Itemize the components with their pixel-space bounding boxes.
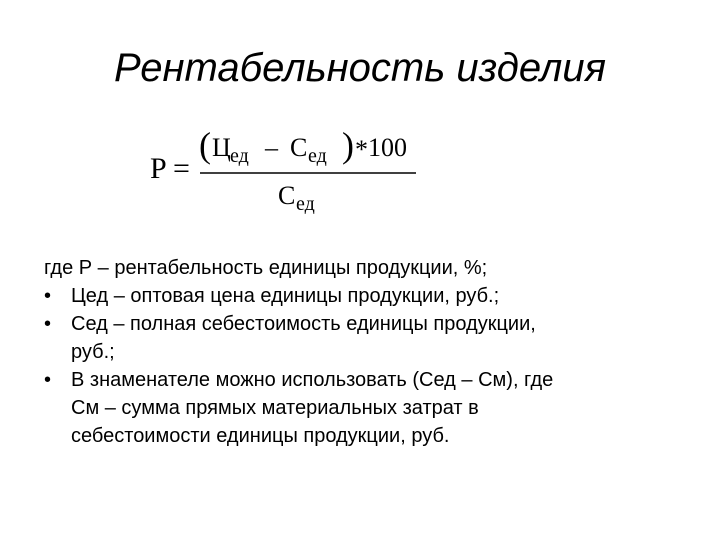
formula-price-subscript: ед bbox=[230, 145, 249, 167]
formula-equals-sign: = bbox=[173, 152, 190, 185]
definition-line: См – сумма прямых материальных затрат в bbox=[71, 397, 479, 419]
bullet-icon: • bbox=[44, 369, 52, 391]
definition-line: Цед – оптовая цена единицы продукции, руб.; bbox=[71, 285, 500, 307]
formula-denominator-subscript: ед bbox=[296, 193, 315, 215]
formula-result-variable: P bbox=[150, 152, 167, 185]
formula-cost-symbol: С bbox=[290, 133, 308, 162]
profitability-formula bbox=[0, 118, 720, 230]
definition-line: Сед – полная себестоимость единицы продукции, bbox=[71, 313, 536, 335]
definition-item-wholesale-price bbox=[44, 282, 684, 310]
formula-open-parenthesis: ( bbox=[199, 125, 211, 165]
formula-graphic bbox=[0, 118, 720, 230]
formula-factor: 100 bbox=[368, 133, 407, 162]
formula-price-symbol: Ц bbox=[212, 133, 231, 162]
formula-multiply-sign: * bbox=[355, 135, 368, 164]
definitions-intro: где Р – рентабельность единицы продукции, %; bbox=[44, 257, 488, 279]
definition-line: В знаменателе можно использовать (Сед – См), где bbox=[71, 369, 554, 391]
definitions-block bbox=[44, 254, 684, 450]
slide-title: Рентабельность изделия bbox=[114, 46, 606, 90]
bullet-icon: • bbox=[44, 313, 52, 335]
definition-line: руб.; bbox=[71, 341, 115, 363]
formula-denominator-symbol: С bbox=[278, 181, 296, 210]
formula-close-parenthesis: ) bbox=[342, 125, 354, 165]
bullet-icon: • bbox=[44, 285, 52, 307]
formula-minus-sign: – bbox=[265, 133, 278, 162]
definition-line: себестоимости единицы продукции, руб. bbox=[71, 425, 450, 447]
definition-item-full-cost bbox=[44, 310, 684, 366]
definition-item-denominator-note bbox=[44, 366, 684, 450]
formula-cost-subscript: ед bbox=[308, 145, 327, 167]
